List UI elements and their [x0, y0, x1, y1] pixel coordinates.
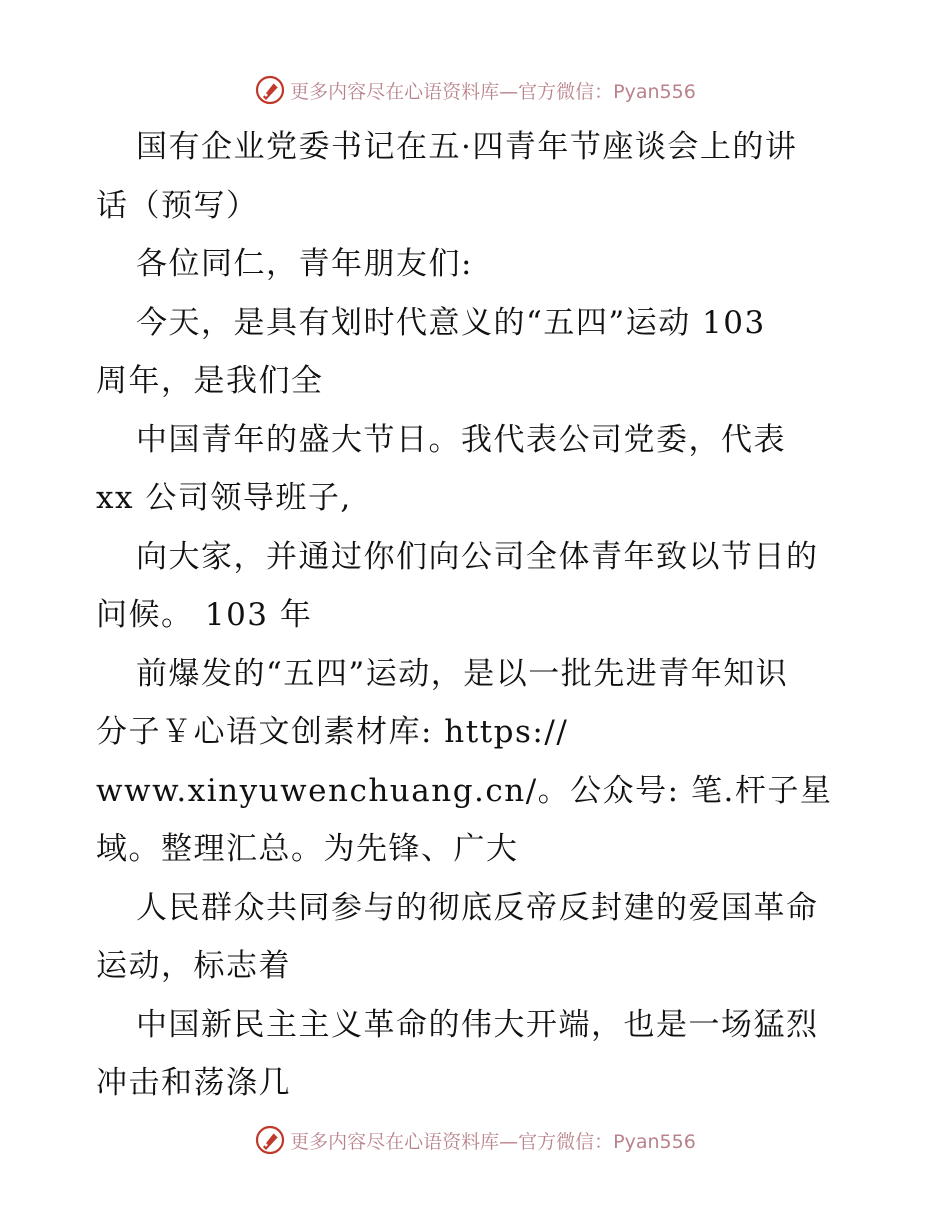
body-line: 域。整理汇总。为先锋、广大 — [96, 831, 519, 867]
pen-nib-circle-icon — [254, 1124, 286, 1156]
body-line: 冲击和荡涤几 — [96, 1065, 291, 1101]
body-line: 人民群众共同参与的彻底反帝反封建的爱国革命 — [136, 889, 819, 926]
body-line: 向大家，并通过你们向公司全体青年致以节日的 — [136, 538, 819, 575]
body-line: xx 公司领导班子, — [96, 480, 352, 516]
header-banner-text: 更多内容尽在心语资料库—官方微信：Pyan556 — [290, 80, 696, 103]
body-line: 运动，标志着 — [96, 948, 291, 984]
footer-banner — [0, 1120, 950, 1160]
footer-banner-text: 更多内容尽在心语资料库—官方微信：Pyan556 — [290, 1130, 696, 1153]
body-line: 中国青年的盛大节日。我代表公司党委，代表 — [136, 421, 786, 458]
body-line: 周年，是我们全 — [96, 363, 324, 399]
body-line: 问候。 103 年 — [96, 597, 313, 633]
body-line: 分子￥心语文创素材库: https:// — [96, 714, 569, 750]
body-line: 话（预写） — [96, 187, 259, 224]
body-line: 前爆发的“五四”运动，是以一批先进青年知识 — [136, 655, 789, 692]
document-body — [96, 118, 856, 1113]
body-line: www.xinyuwenchuang.cn/。公众号: 笔.杆子星 — [96, 772, 833, 809]
body-line: 中国新民主主义革命的伟大开端，也是一场猛烈 — [136, 1006, 819, 1043]
body-line: 国有企业党委书记在五·四青年节座谈会上的讲 — [136, 129, 798, 165]
body-line: 各位同仁，青年朋友们: — [136, 246, 473, 282]
body-line: 今天，是具有划时代意义的“五四”运动 103 — [136, 304, 766, 341]
header-banner — [0, 70, 950, 110]
pen-nib-circle-icon — [254, 74, 286, 106]
